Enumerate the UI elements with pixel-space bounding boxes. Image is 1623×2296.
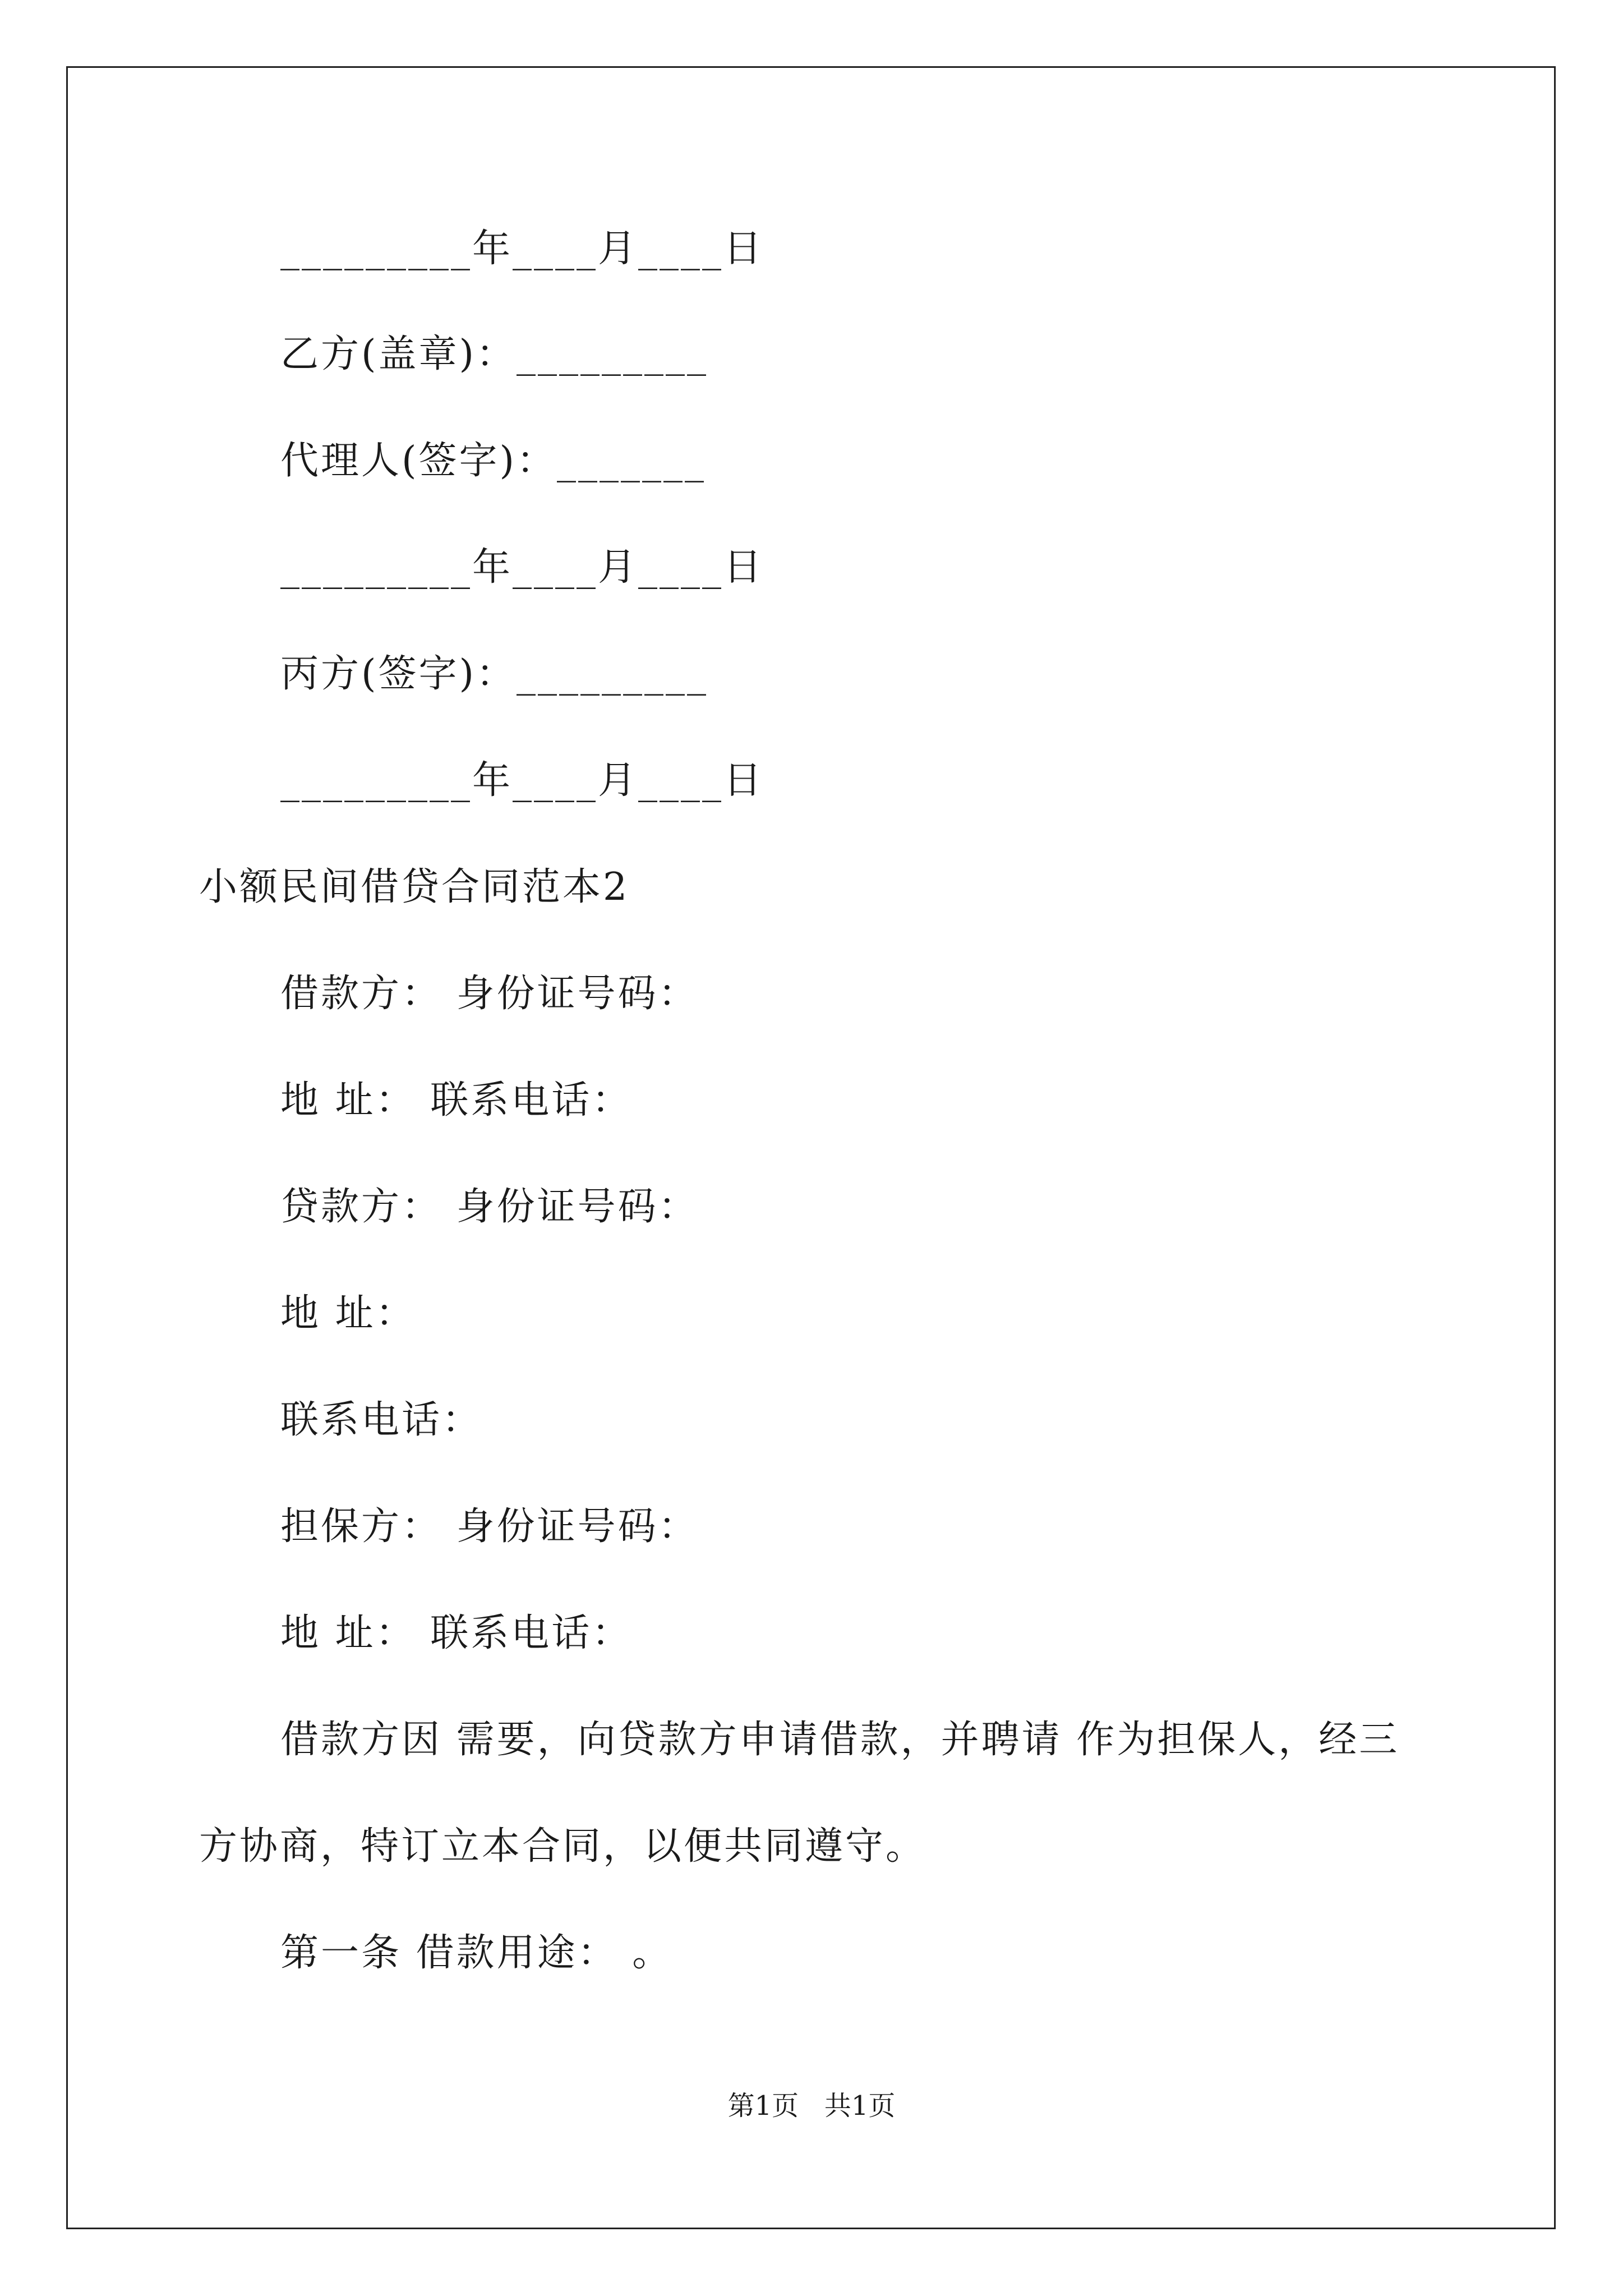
guarantor-address-line: 地 址： 联系电话： [280,1611,633,1655]
article-one-line: 第一条 借款用途： 。 [280,1931,673,1975]
section-title: 小额民间借贷合同范本2 [199,865,630,909]
date-line-party-c: _________年____月____日 [280,758,764,803]
page-border [66,66,1556,2229]
party-b-seal-line: 乙方(盖章)：_________ [280,332,709,376]
lender-line: 贷款方： 身份证号码： [280,1185,699,1229]
lender-address-line: 地 址： [280,1291,416,1336]
borrower-address-line: 地 址： 联系电话： [280,1078,633,1122]
date-line-party-b: _________年____月____日 [280,545,764,590]
agent-signature-line: 代理人(签字)：_______ [280,439,707,483]
borrower-line: 借款方： 身份证号码： [280,972,699,1016]
preamble-paragraph-line-2: 方协商，特订立本合同，以便共同遵守。 [199,1824,926,1869]
guarantor-line: 担保方： 身份证号码： [280,1504,699,1549]
date-line-party-a: _________年____月____日 [280,227,764,271]
preamble-paragraph-line-1: 借款方因 需要，向贷款方申请借款，并聘请 作为担保人，经三 [280,1718,1400,1762]
lender-phone-line: 联系电话： [280,1398,483,1442]
page-footer: 第1页 共1页 [727,2090,896,2122]
party-c-signature-line: 丙方(签字)：_________ [280,652,709,696]
